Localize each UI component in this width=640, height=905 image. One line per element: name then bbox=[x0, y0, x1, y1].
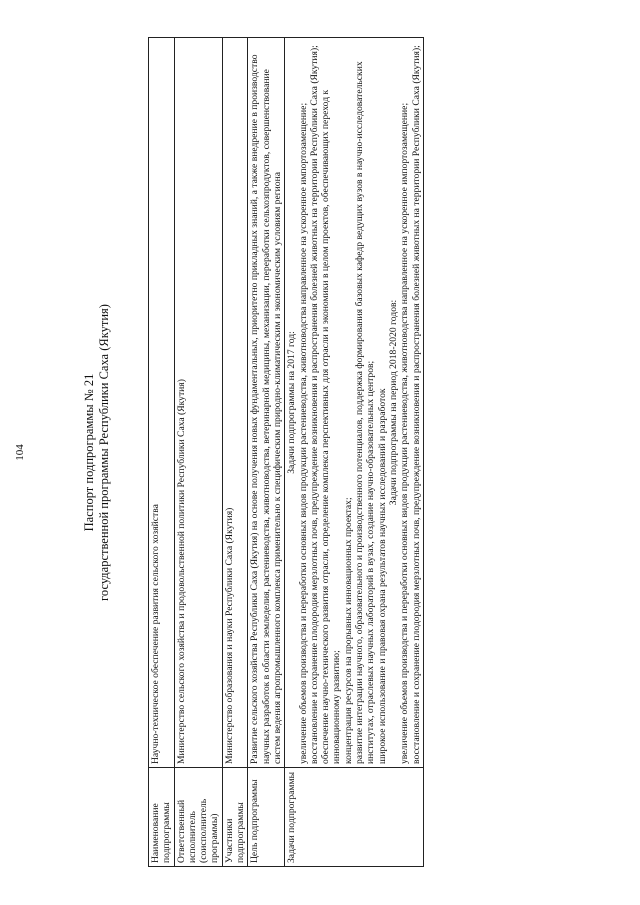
row-value-tasks bbox=[285, 38, 424, 768]
task-item-2017: широкое использование и правовая охрана результатов научных исследований и разработок bbox=[376, 388, 388, 764]
task-item-2017: развитие интеграции научного, образовательного и производственного потенциалов, поддержка формирования базовых кафедр ведущих вузов в научно-исследовательских институтах, отраслевых научных лабораторий в вузах, создание научно-образовательных центров; bbox=[354, 61, 377, 764]
document-title bbox=[82, 0, 112, 905]
task-item-2018: увеличение объемов производства и переработки основных видов продукции растениеводства, животноводства направленное на ускоренное импортозамещение; восстановление и сохранение плодородия мерзлотных почв, предупреждение возникновения и распространения болезней животных на территории Республики Саха (Якутия); bbox=[399, 45, 422, 764]
tasks-heading-2018: Задачи подпрограммы на период 2018-2020 годов: bbox=[387, 299, 399, 506]
page-number: 104 bbox=[14, 444, 26, 461]
table-row-tasks bbox=[285, 38, 424, 867]
row-label-executor: Ответственный исполнитель (соисполнитель программы) bbox=[174, 768, 222, 867]
title-line-2: государственной программы Республики Саха (Якутия) bbox=[97, 304, 111, 601]
row-value-executor: Министерство сельского хозяйства и продовольственной политики Республики Саха (Якутия) bbox=[174, 38, 222, 768]
row-label-participants: Участники подпрограммы bbox=[222, 768, 248, 867]
passport-table bbox=[148, 37, 424, 867]
task-item-2017: увеличение объемов производства и переработки основных видов продукции растениеводства, животноводства направленное на ускоренное импортозамещение; восстановление и сохранение плодородия мерзлотных почв, предупреждение возникновения и распространения болезней животных на территории Республики Саха (Якутия); bbox=[297, 45, 320, 764]
row-value-name: Научно-техническое обеспечение развития сельского хозяйства bbox=[149, 38, 175, 768]
row-value-goal: Развитие сельского хозяйства Республики Саха (Якутия) на основе получения новых фундаментальных, приоритетно прикладных знаний, а также внедрение в производство научных разработок в области земледелия, растениеводства, животноводства, ветеринарной медицины, механизации, переработки сельхозпродуктов, совершенствование систем ведения агропромышленного комплекса применительно к специфическим природно-климатическим и экономическим условиям региона bbox=[248, 38, 285, 768]
table-row-goal bbox=[248, 38, 285, 867]
row-value-participants: Министерство образования и науки Республики Саха (Якутия) bbox=[222, 38, 248, 768]
task-item-2017: концентрация ресурсов на прорывных инновационных проектах; bbox=[342, 497, 354, 764]
row-label-goal: Цель подпрограммы bbox=[248, 768, 285, 867]
table-row-executor bbox=[174, 38, 222, 867]
title-line-1: Паспорт подпрограммы № 21 bbox=[82, 373, 96, 532]
task-item-2017: обеспечение научно-технического развития отрасли, определение комплекса перспективных для отрасли и экономики в целом проектов, обеспечивающих переход к инновационному развитию; bbox=[320, 89, 343, 764]
table-row-name bbox=[149, 38, 175, 867]
table-row-participants bbox=[222, 38, 248, 867]
tasks-heading-2017: Задачи подпрограммы на 2017 год: bbox=[286, 331, 298, 474]
row-label-tasks: Задачи подпрограммы bbox=[285, 768, 424, 867]
row-label-name: Наименование подпрограммы bbox=[149, 768, 175, 867]
